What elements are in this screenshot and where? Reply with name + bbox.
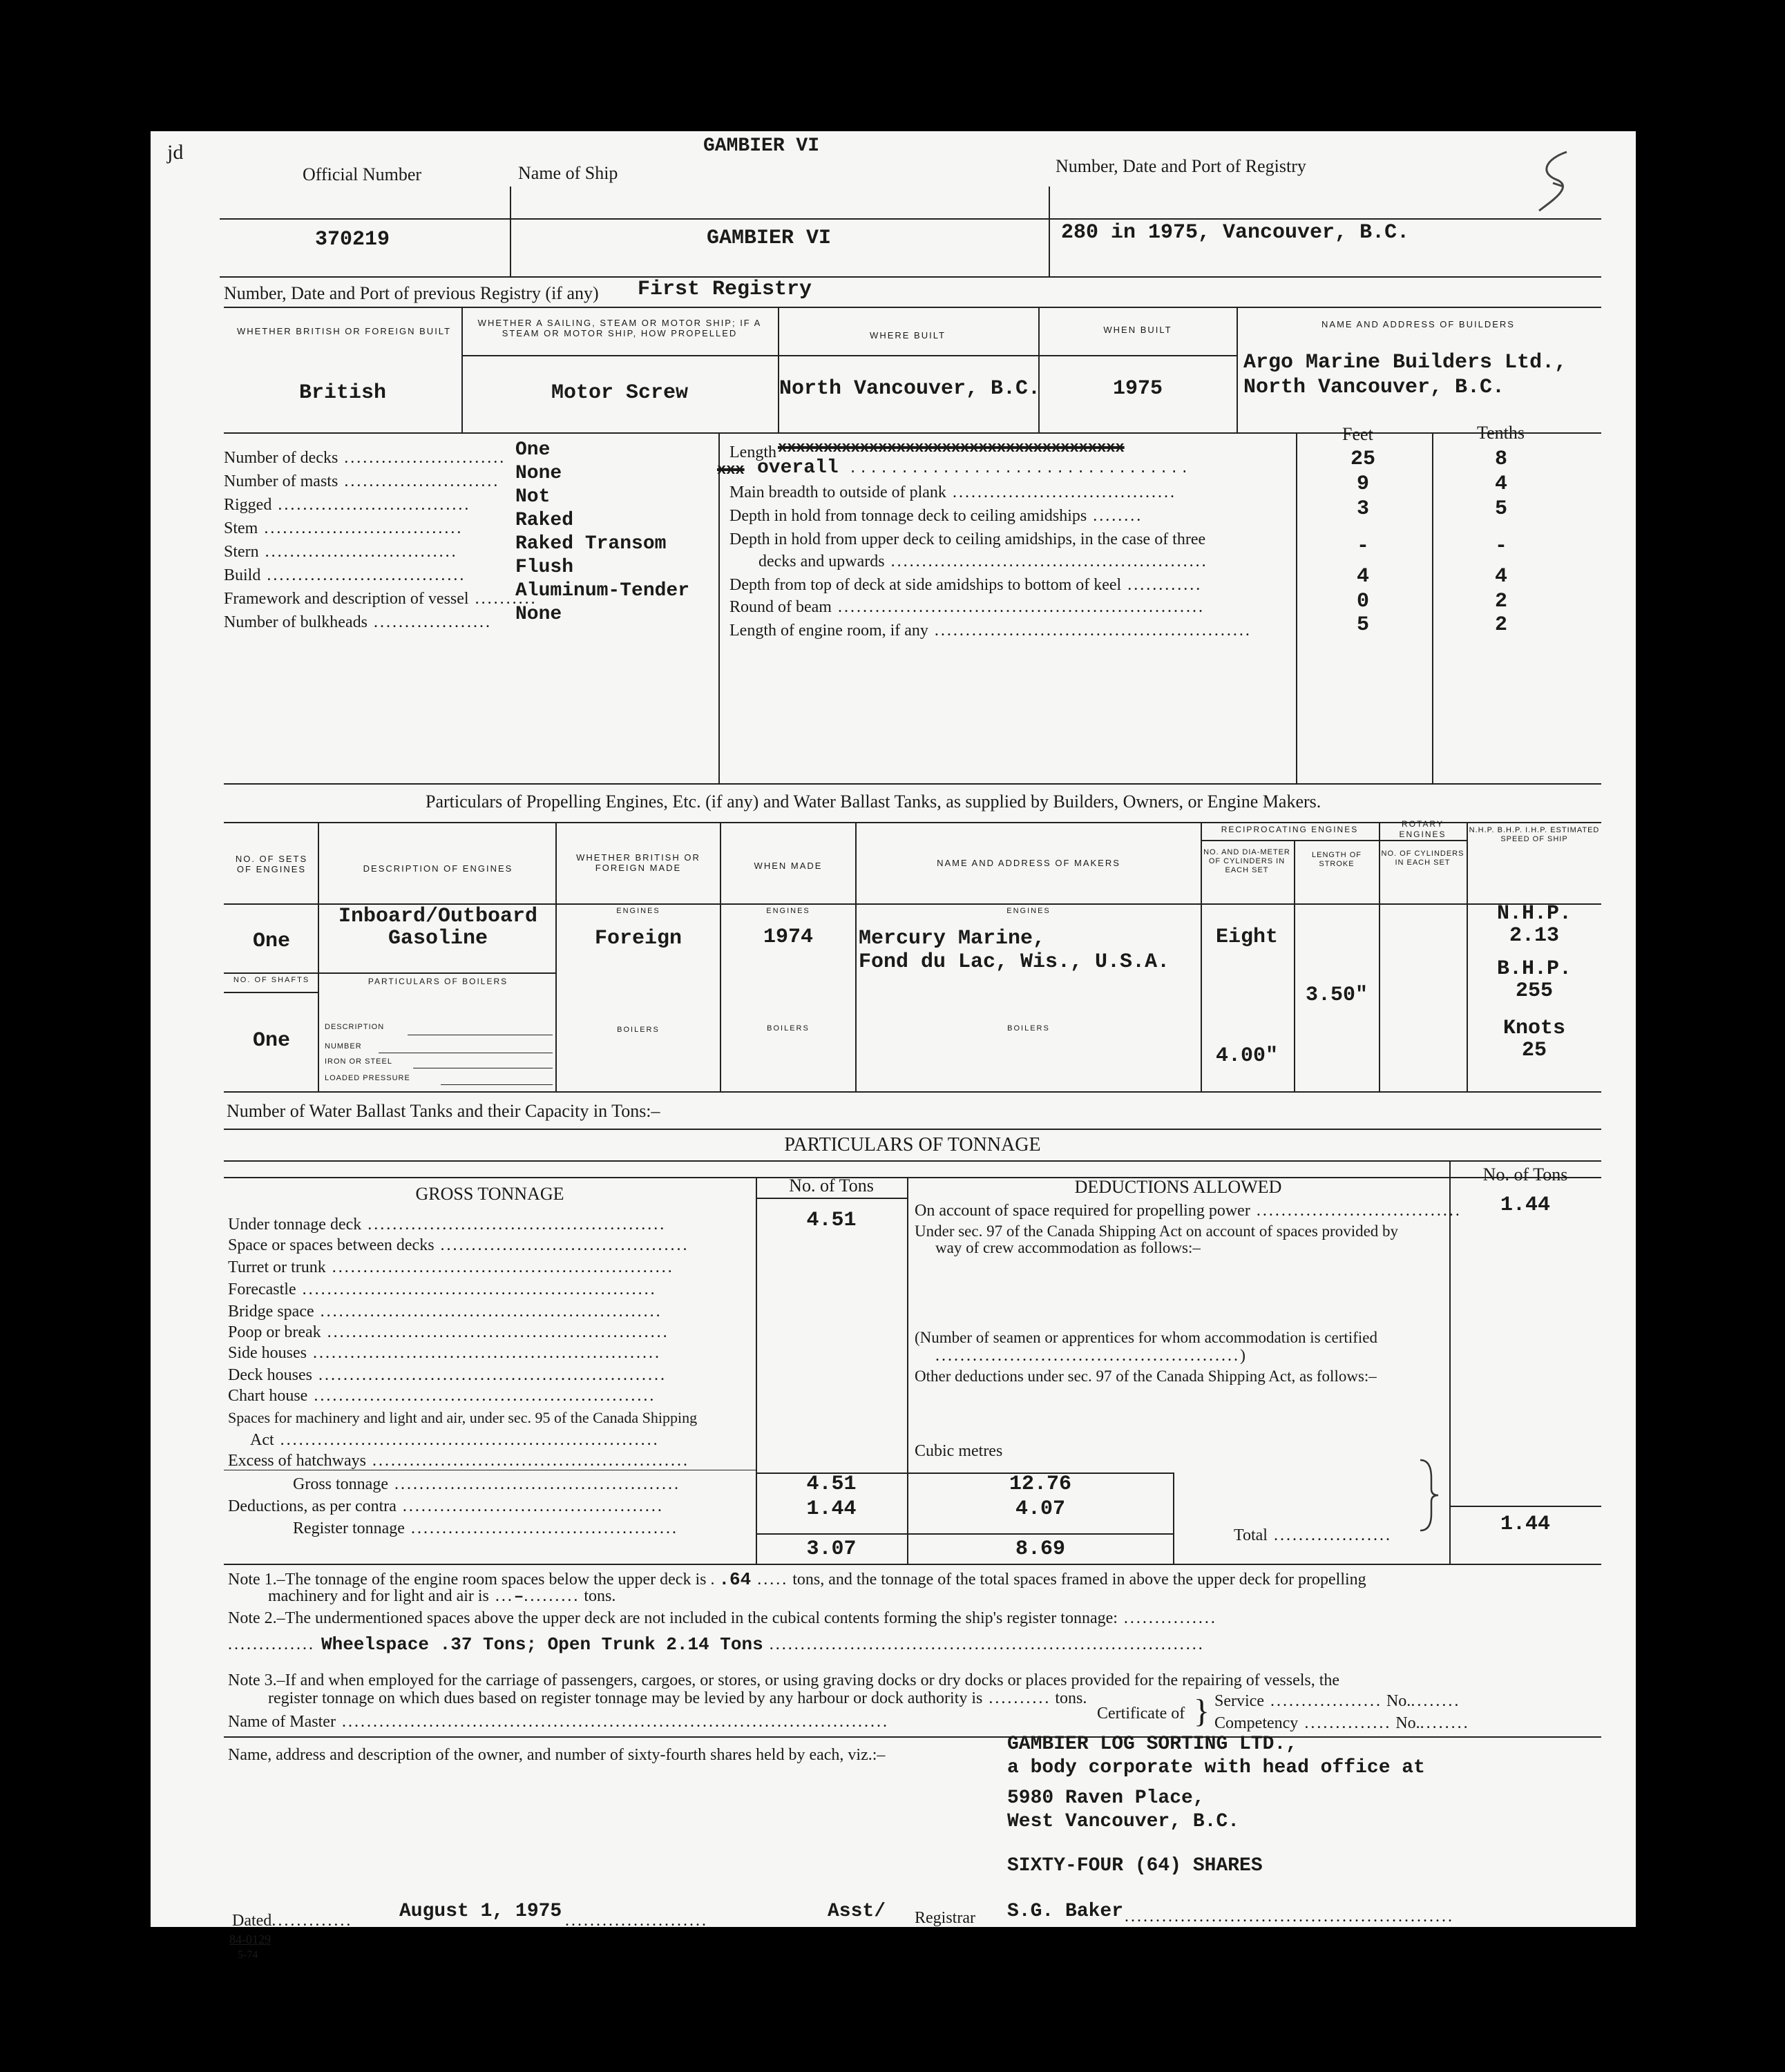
- gross-row-bridge: Bridge space .......................................................: [228, 1303, 662, 1321]
- bracket-icon: [1415, 1457, 1442, 1533]
- form-number: 84-0129: [229, 1932, 271, 1946]
- gross-row-forecastle: Forecastle .........................................................: [228, 1280, 657, 1298]
- engine-description-1: Inboard/Outboard: [338, 905, 538, 928]
- date-value: August 1, 1975: [399, 1901, 562, 1922]
- sub-engines-makers: ENGINES: [1006, 907, 1051, 915]
- particular-bulkheads-value: None: [515, 604, 562, 625]
- build-propulsion: Motor Screw: [551, 381, 689, 405]
- registrar-label: Registrar: [915, 1909, 975, 1927]
- depth-keel-label: Depth from top of deck at side amidships to bottom of keel ............: [729, 576, 1203, 594]
- header-makers: NAME AND ADDRESS OF MAKERS: [937, 858, 1120, 868]
- gross-row-machinery: Spaces for machinery and light and air, under sec. 95 of the Canada Shipping: [228, 1409, 698, 1426]
- breadth-label: Main breadth to outside of plank ....................................: [729, 483, 1176, 501]
- boiler-pressure-label: LOADED PRESSURE: [325, 1074, 410, 1082]
- asst-label: Asst/: [828, 1901, 886, 1922]
- header-cylinders: NO. AND DIA-METER OF CYLINDERS IN EACH SET: [1203, 848, 1290, 874]
- owner-shares: SIXTY-FOUR (64) SHARES: [1007, 1855, 1263, 1877]
- depth-upper-label-2: decks and upwards ...................................................: [758, 553, 1208, 570]
- particular-stem-value: Raked: [515, 510, 574, 531]
- particular-bulkheads: Number of bulkheads ...................: [224, 613, 492, 631]
- length-struck-2: xxx: [717, 461, 745, 479]
- header-builders: NAME AND ADDRESS OF BUILDERS: [1321, 319, 1515, 329]
- depth-upper-feet: -: [1356, 535, 1369, 558]
- depth-tonnage-label: Depth in hold from tonnage deck to ceiling amidships ........: [729, 507, 1143, 525]
- deduction-sec97: Under sec. 97 of the Canada Shipping Act on account of spaces provided by: [915, 1222, 1399, 1240]
- boiler-number-label: NUMBER: [325, 1042, 362, 1051]
- total-tons: 1.44: [1500, 1513, 1550, 1536]
- deductions-allowed-label: DEDUCTIONS ALLOWED: [1074, 1177, 1282, 1197]
- bhp-label: B.H.P.: [1496, 957, 1572, 981]
- engine-diameter: 4.00": [1215, 1044, 1278, 1068]
- gross-tonnage-label: GROSS TONNAGE: [415, 1184, 564, 1204]
- round-beam-label: Round of beam ...........................................................: [729, 598, 1205, 616]
- deduction-crew: way of crew accommodation as follows:–: [935, 1239, 1201, 1256]
- particular-rigged-value: Not: [515, 486, 551, 508]
- master-label: Name of Master ........................................................................................: [228, 1713, 889, 1731]
- competency-label: Competency .............. No.........: [1214, 1714, 1470, 1732]
- register-cubic: 8.69: [1015, 1537, 1065, 1561]
- build-when: 1975: [1112, 377, 1163, 401]
- feet-label: Feet: [1342, 424, 1373, 444]
- ded-tons-label: No. of Tons: [1482, 1164, 1568, 1184]
- boiler-iron-label: IRON OR STEEL: [325, 1057, 392, 1066]
- length-struck: xxxxxxxxxxxxxxxxxxxxxxxxxxxxxxxxxxxxxx: [778, 439, 1125, 457]
- sub-engines-british: ENGINES: [616, 907, 660, 915]
- note-2: Note 2.–The undermentioned spaces above the upper deck are not included in the cubical contents forming the ship's register tonnage: ...............: [228, 1609, 1217, 1627]
- builder-line-1: Argo Marine Builders Ltd.,: [1243, 351, 1567, 374]
- note-3b: register tonnage on which dues based on register tonnage may be levied by any harbour or dock authority is .......... tons.: [268, 1689, 1087, 1707]
- breadth-tenths: 4: [1494, 472, 1507, 496]
- particular-stern-value: Raked Transom: [515, 533, 667, 555]
- previous-registry-value: First Registry: [638, 278, 812, 301]
- dated-label: Dated.............: [232, 1912, 353, 1930]
- header-propulsion: WHETHER A SAILING, STEAM OR MOTOR SHIP; IF A STEAM OR MOTOR SHIP, HOW PROPELLED: [477, 318, 762, 338]
- propelling-tons: 1.44: [1500, 1193, 1550, 1217]
- nhp-value: 2.13: [1509, 924, 1559, 948]
- particular-decks-value: One: [515, 439, 551, 461]
- deduction-other: Other deductions under sec. 97 of the Canada Shipping Act, as follows:–: [915, 1368, 1377, 1385]
- gross-row-turret: Turret or trunk .......................................................: [228, 1258, 674, 1276]
- header-boilers: PARTICULARS OF BOILERS: [368, 977, 508, 986]
- cubic-metres-label: Cubic metres: [915, 1442, 1003, 1460]
- note-2-values: .............. Wheelspace .37 Tons; Open Trunk 2.14 Tons ......................................................................: [228, 1634, 1205, 1655]
- particular-framework: Framework and description of vessel ..........: [224, 590, 537, 608]
- cert-brace-icon: }: [1194, 1693, 1210, 1729]
- sub-engines-when: ENGINES: [766, 907, 810, 915]
- owner-label: Name, address and description of the owner, and number of sixty-fourth shares held by each, viz.:–: [228, 1746, 886, 1764]
- service-label: Service .................. No.........: [1214, 1692, 1461, 1710]
- round-beam-feet: 0: [1356, 590, 1369, 613]
- note-3a: Note 3.–If and when employed for the carriage of passengers, cargoes, or stores, or using graving docks or dry docks or places provided for the repairing of vessels, the: [228, 1671, 1340, 1689]
- boiler-description-label: DESCRIPTION: [325, 1023, 385, 1031]
- particular-build: Build ................................: [224, 566, 466, 584]
- header-british-built: WHETHER BRITISH OR FOREIGN BUILT: [236, 326, 452, 336]
- header-description: DESCRIPTION OF ENGINES: [363, 863, 513, 874]
- certificate-label: Certificate of: [1097, 1705, 1185, 1723]
- maker-line-1: Mercury Marine,: [859, 927, 1046, 950]
- deduction-seamen-close: .................................................): [935, 1347, 1245, 1365]
- length-value: overall .................................: [757, 457, 1191, 479]
- header-rotary: ROTARY ENGINES: [1399, 819, 1447, 839]
- particular-masts: Number of masts .........................: [224, 472, 500, 490]
- gross-row-deck-houses: Deck houses ........................................................: [228, 1366, 667, 1384]
- sub-boilers-british: BOILERS: [617, 1026, 660, 1034]
- gross-tons: 4.51: [806, 1473, 857, 1496]
- header-where-built: WHERE BUILT: [870, 330, 946, 340]
- header-shafts: NO. OF SHAFTS: [233, 976, 310, 984]
- tenths-label: Tenths: [1477, 423, 1525, 443]
- particular-stem: Stem ................................: [224, 519, 464, 537]
- length-tenths: 8: [1494, 448, 1507, 471]
- form-date: 5-74: [238, 1949, 258, 1961]
- deduction-cubic: 4.07: [1015, 1497, 1065, 1521]
- official-number-label: Official Number: [303, 164, 422, 184]
- owner-line-3: 5980 Raven Place,: [1007, 1787, 1205, 1809]
- note-1a: Note 1.–The tonnage of the engine room spaces below the upper deck is . .64 ..... tons, and the tonnage of the total spaces framed in above the upper deck for propelling: [228, 1569, 1366, 1590]
- engine-room-feet: 5: [1356, 613, 1369, 637]
- header-reciprocating: RECIPROCATING ENGINES: [1221, 825, 1359, 834]
- bhp-value: 255: [1515, 979, 1553, 1003]
- gross-row-act: Act .............................................................: [250, 1431, 660, 1449]
- header-stroke: LENGTH OF STROKE: [1312, 851, 1362, 868]
- engine-stroke: 3.50": [1305, 984, 1368, 1007]
- gross-tonnage-row: Gross tonnage ..............................................: [293, 1475, 680, 1493]
- handwritten-mark-icon: [1525, 145, 1581, 221]
- engine-made: Foreign: [594, 927, 682, 950]
- particular-build-value: Flush: [515, 557, 574, 578]
- knots-value: 25: [1521, 1039, 1547, 1062]
- ship-name-top: GAMBIER VI: [703, 135, 820, 157]
- gross-cubic: 12.76: [1009, 1473, 1071, 1496]
- register-tons: 3.07: [806, 1537, 857, 1561]
- gross-row-side-houses: Side houses ........................................................: [228, 1344, 661, 1362]
- ship-name-label: Name of Ship: [518, 163, 618, 183]
- gross-row-under-deck: Under tonnage deck ................................................: [228, 1216, 667, 1234]
- date-dots: .......................: [565, 1912, 708, 1930]
- header-when-built: WHEN BUILT: [1103, 325, 1172, 335]
- builder-line-2: North Vancouver, B.C.: [1243, 376, 1505, 399]
- registry-label: Number, Date and Port of Registry: [1056, 156, 1306, 176]
- ship-name: GAMBIER VI: [707, 227, 832, 250]
- register-tonnage-row: Register tonnage ...........................................: [293, 1519, 678, 1537]
- build-where: North Vancouver, B.C.: [779, 377, 1041, 401]
- ballast-label: Number of Water Ballast Tanks and their Capacity in Tons:–: [227, 1101, 660, 1121]
- official-number: 370219: [315, 228, 390, 251]
- depth-tonnage-feet: 3: [1356, 497, 1369, 521]
- registry-value: 280 in 1975, Vancouver, B.C.: [1061, 221, 1410, 244]
- previous-registry-label: Number, Date and Port of previous Registry (if any): [224, 283, 599, 303]
- under-deck-tons: 4.51: [806, 1209, 857, 1232]
- maker-line-2: Fond du Lac, Wis., U.S.A.: [859, 950, 1170, 974]
- header-rotary-cylinders: NO. OF CYLINDERS IN EACH SET: [1381, 850, 1464, 867]
- depth-upper-tenths: -: [1494, 535, 1507, 558]
- particular-rigged: Rigged ...............................: [224, 496, 471, 514]
- engines-title: Particulars of Propelling Engines, Etc. (if any) and Water Ballast Tanks, as supplied by Builders, Owners, or Engine Makers.: [426, 792, 1321, 812]
- engine-description-2: Gasoline: [388, 927, 488, 950]
- knots-label: Knots: [1502, 1017, 1565, 1040]
- header-horsepower: N.H.P. B.H.P. I.H.P. ESTIMATED SPEED OF SHIP: [1469, 826, 1600, 843]
- depth-keel-tenths: 4: [1494, 565, 1507, 588]
- deductions-contra-row: Deductions, as per contra ..........................................: [228, 1497, 664, 1515]
- particular-stern: Stern ...............................: [224, 543, 458, 561]
- total-label: Total ...................: [1234, 1526, 1392, 1544]
- sub-boilers-makers: BOILERS: [1007, 1024, 1050, 1033]
- depth-keel-feet: 4: [1356, 565, 1369, 588]
- depth-upper-label: Depth in hold from upper deck to ceiling amidships, in the case of three: [729, 530, 1206, 548]
- header-sets: NO. OF SETS OF ENGINES: [235, 854, 308, 874]
- registry-form-page: [151, 131, 1636, 1961]
- registrar-dots: .....................................................: [1125, 1908, 1454, 1926]
- length-label: Length: [729, 443, 776, 461]
- owner-line-2: a body corporate with head office at: [1007, 1757, 1425, 1778]
- length-feet: 25: [1350, 448, 1375, 471]
- corner-mark: jd: [167, 141, 184, 164]
- particular-masts-value: None: [515, 463, 562, 484]
- owner-line-1: GAMBIER LOG SORTING LTD.,: [1007, 1734, 1298, 1755]
- gross-row-between-decks: Space or spaces between decks ........................................: [228, 1236, 689, 1254]
- deduction-seamen: (Number of seamen or apprentices for whom accommodation is certified: [915, 1329, 1377, 1346]
- nhp-label: N.H.P.: [1496, 902, 1572, 925]
- breadth-feet: 9: [1356, 472, 1369, 496]
- shafts-value: One: [252, 1029, 290, 1053]
- owner-line-4: West Vancouver, B.C.: [1007, 1811, 1240, 1832]
- deduction-tons: 1.44: [806, 1497, 857, 1521]
- tons-label: No. of Tons: [789, 1176, 874, 1196]
- engine-room-tenths: 2: [1494, 613, 1507, 637]
- round-beam-tenths: 2: [1494, 590, 1507, 613]
- tonnage-title: PARTICULARS OF TONNAGE: [784, 1134, 1041, 1155]
- sub-boilers-when: BOILERS: [767, 1024, 810, 1033]
- registrar-name: S.G. Baker: [1007, 1901, 1124, 1922]
- header-when-made: WHEN MADE: [754, 861, 823, 871]
- gross-row-hatchways: Excess of hatchways ...................................................: [228, 1452, 689, 1470]
- engine-cylinders: Eight: [1215, 925, 1278, 949]
- engine-room-label: Length of engine room, if any ...................................................: [729, 622, 1252, 640]
- gross-row-chart-house: Chart house .......................................................: [228, 1387, 656, 1405]
- engine-sets: One: [252, 930, 290, 953]
- particular-framework-value: Aluminum-Tender: [515, 580, 690, 602]
- note-1b: machinery and for light and air is ...–......... tons.: [268, 1587, 616, 1606]
- build-origin: British: [298, 381, 387, 405]
- depth-tonnage-tenths: 5: [1494, 497, 1507, 521]
- particular-decks: Number of decks ..........................: [224, 449, 506, 467]
- engine-year: 1974: [763, 925, 813, 949]
- gross-row-poop: Poop or break .......................................................: [228, 1323, 669, 1341]
- header-british-made: WHETHER BRITISH OR FOREIGN MADE: [576, 852, 700, 873]
- deduction-propelling: On account of space required for propelling power .................................: [915, 1202, 1462, 1220]
